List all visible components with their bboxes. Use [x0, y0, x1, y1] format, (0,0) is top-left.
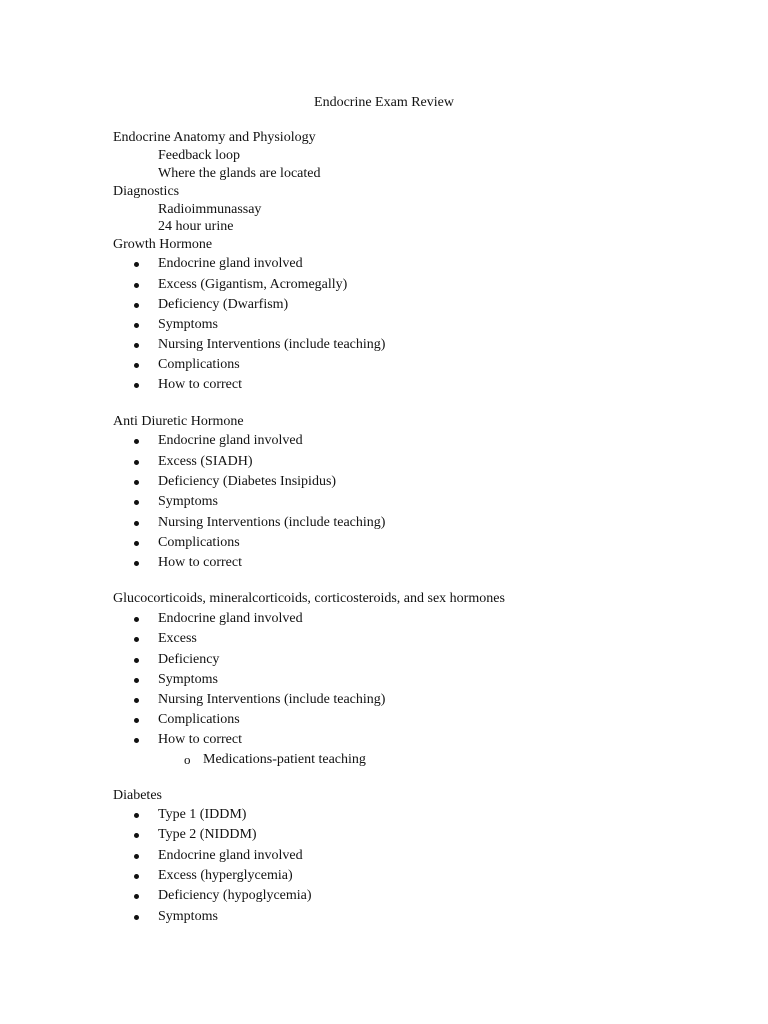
bullet-item: Type 1 (IDDM) — [158, 807, 247, 822]
subitem: Feedback loop — [158, 148, 241, 163]
bullet-item: Deficiency (Diabetes Insipidus) — [158, 474, 337, 489]
bullet-item: How to correct — [158, 555, 242, 570]
section-heading-adh: Anti Diuretic Hormone — [113, 414, 244, 429]
bullet-item: Deficiency — [158, 652, 220, 667]
bullet-item: Excess (Gigantism, Acromegally) — [158, 277, 348, 292]
document-title: Endocrine Exam Review — [314, 95, 454, 110]
bullet-item: Endocrine gland involved — [158, 256, 303, 271]
bullet-item: Endocrine gland involved — [158, 611, 303, 626]
bullet-item: Deficiency (hypoglycemia) — [158, 888, 312, 903]
bullet-item: Nursing Interventions (include teaching) — [158, 692, 386, 707]
bullet-item: Complications — [158, 357, 240, 372]
section-heading-growth-hormone: Growth Hormone — [113, 237, 213, 252]
bullet-item: Complications — [158, 535, 240, 550]
section-heading-diagnostics: Diagnostics — [113, 184, 180, 199]
bullet-item: Endocrine gland involved — [158, 848, 303, 863]
bullet-item: Symptoms — [158, 672, 218, 687]
bullet-item: Complications — [158, 712, 240, 727]
bullet-item: Nursing Interventions (include teaching) — [158, 515, 386, 530]
sub-bullet-item: o Medications-patient teaching — [203, 751, 366, 769]
bullet-item: How to correct — [158, 377, 242, 392]
bullet-item: Symptoms — [158, 909, 218, 924]
bullet-item: Deficiency (Dwarfism) — [158, 297, 289, 312]
bullet-item: Endocrine gland involved — [158, 433, 303, 448]
subitem: 24 hour urine — [158, 219, 234, 234]
section-heading-diabetes: Diabetes — [113, 788, 162, 803]
subitem: Where the glands are located — [158, 166, 321, 181]
bullet-item: Excess — [158, 631, 197, 646]
section-heading-anatomy: Endocrine Anatomy and Physiology — [113, 130, 316, 145]
bullet-item: Excess (hyperglycemia) — [158, 868, 293, 883]
bullet-item: Nursing Interventions (include teaching) — [158, 337, 386, 352]
bullet-item: Excess (SIADH) — [158, 454, 253, 469]
bullet-item: Symptoms — [158, 494, 218, 509]
bullet-item: Type 2 (NIDDM) — [158, 827, 257, 842]
subitem: Radioimmunassay — [158, 202, 262, 217]
section-heading-corticoids: Glucocorticoids, mineralcorticoids, corticosteroids, and sex hormones — [113, 591, 505, 606]
bullet-item: Symptoms — [158, 317, 218, 332]
bullet-item: How to correct — [158, 732, 242, 747]
